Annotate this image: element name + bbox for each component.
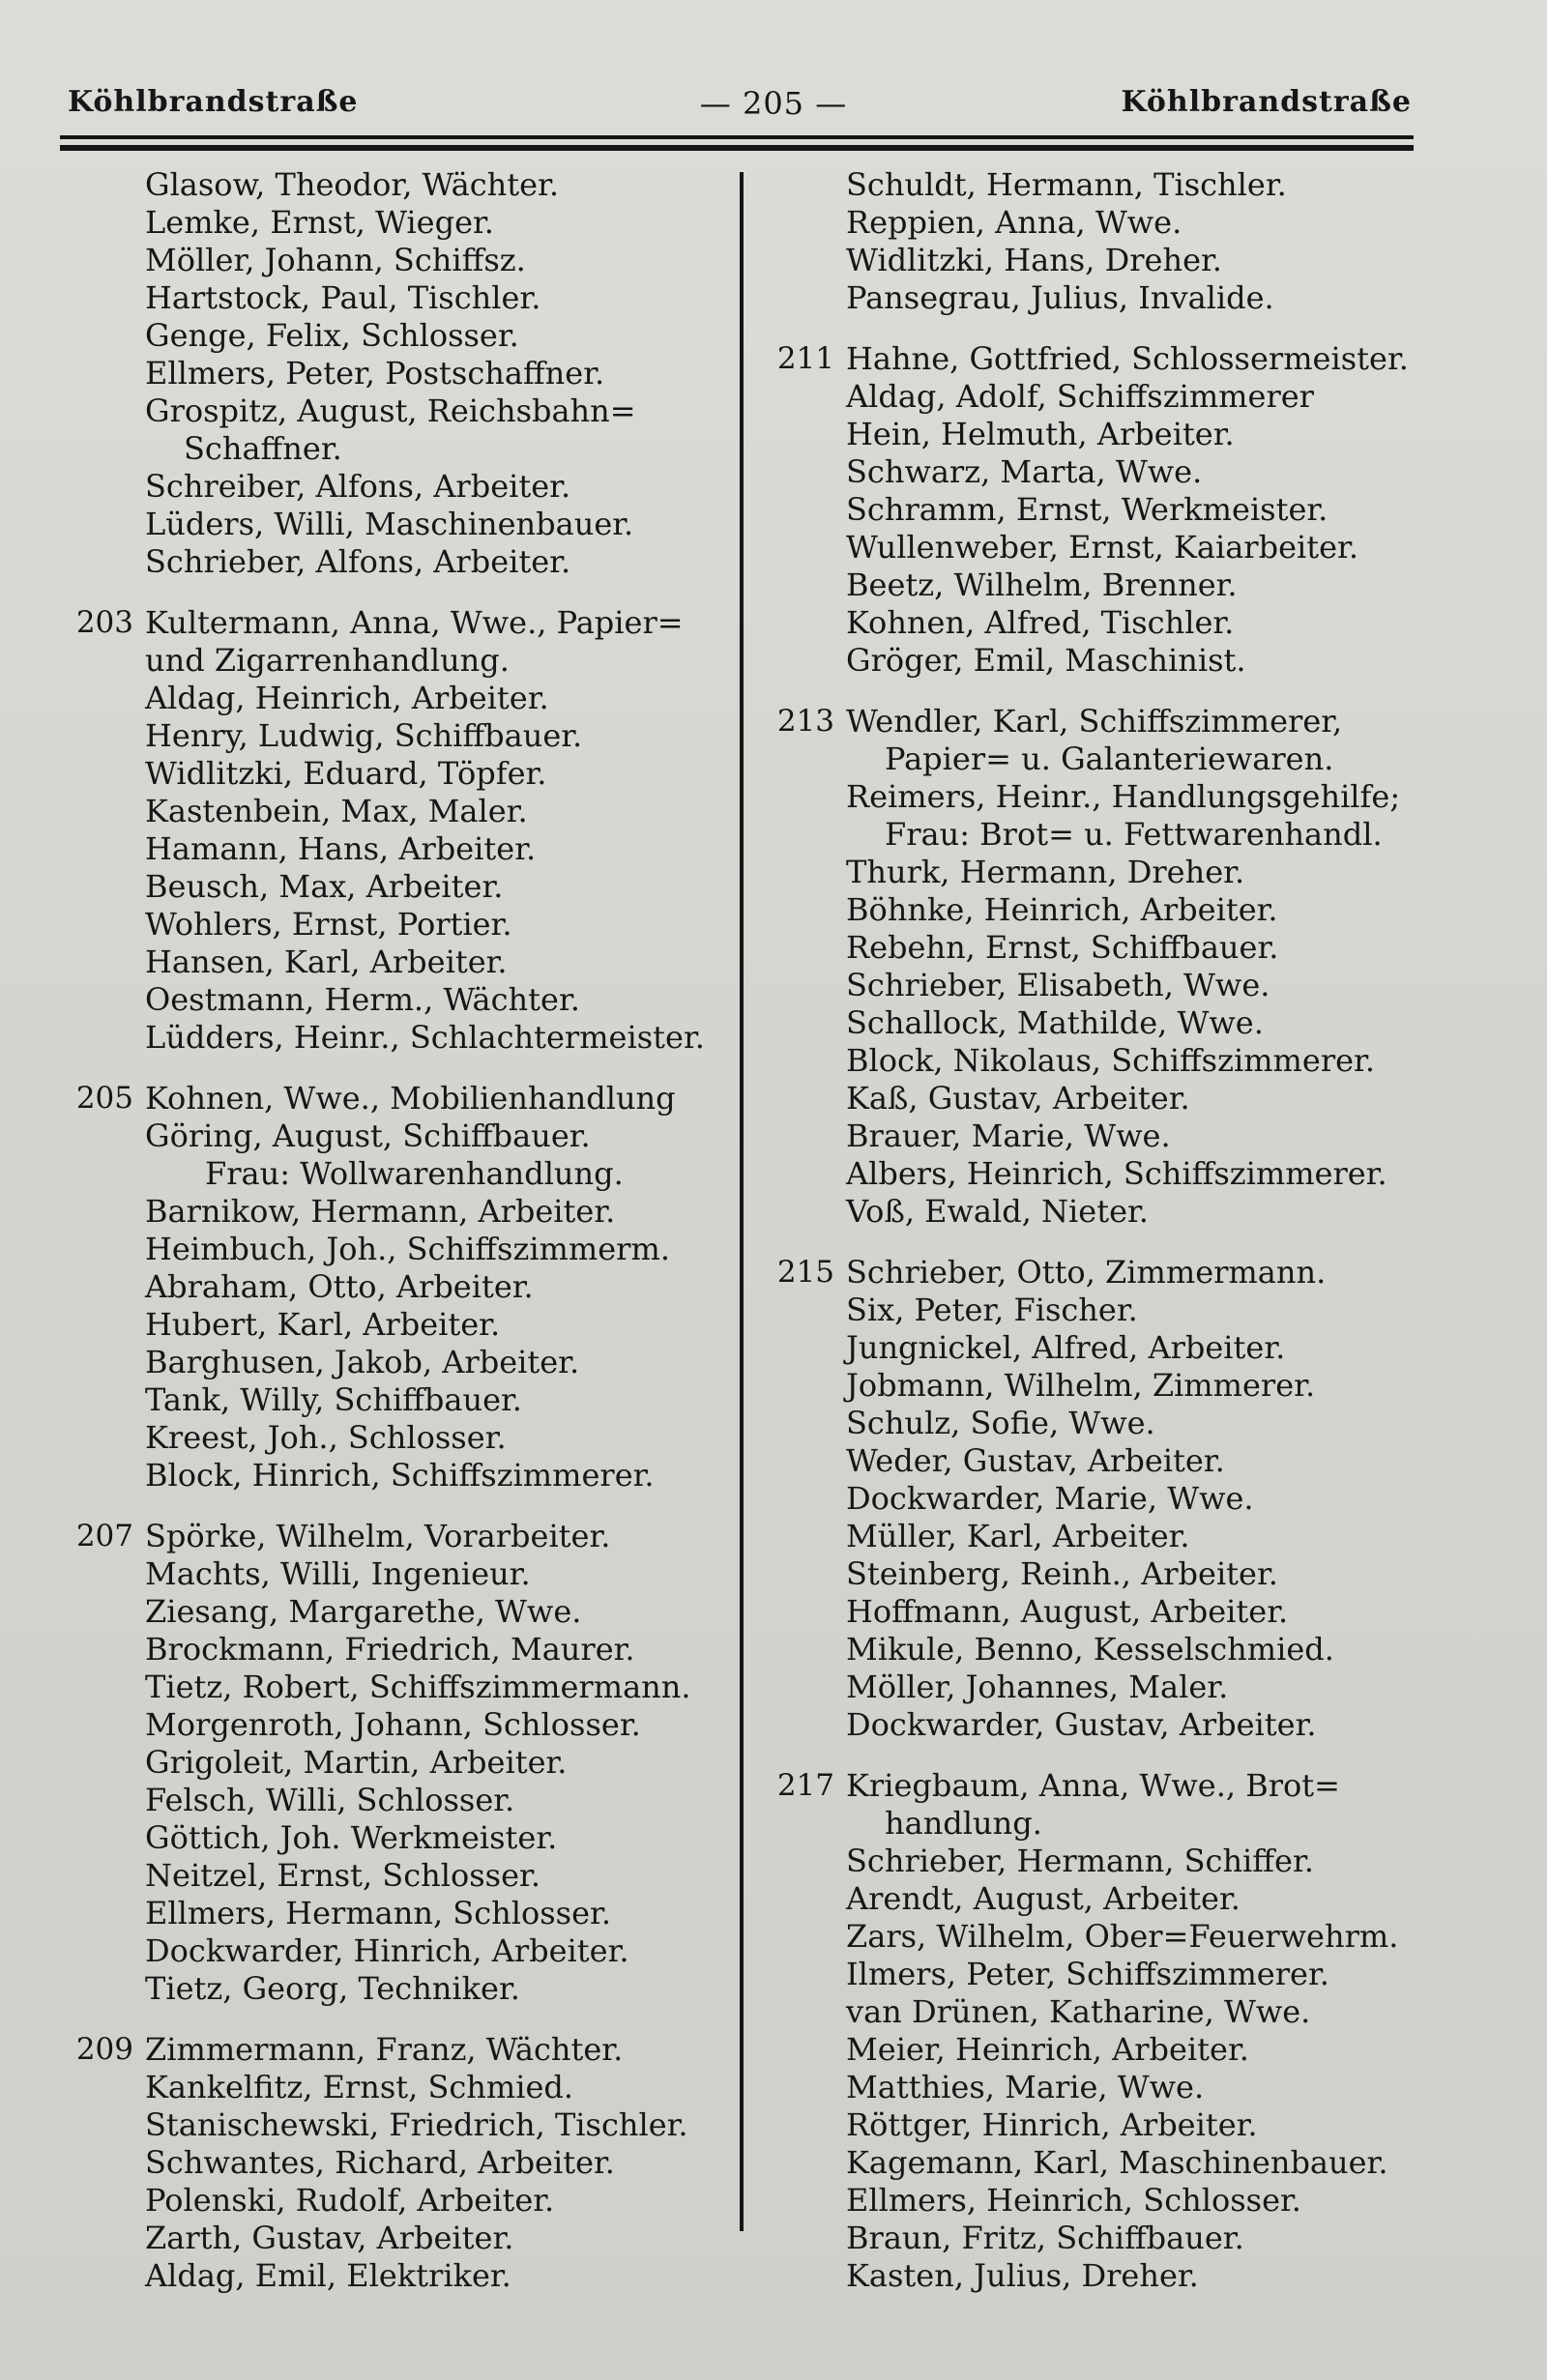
directory-entry (846, 378, 1445, 416)
directory-entry (145, 717, 725, 755)
resident-text: Steinberg, Reinh., Arbeiter. (846, 1555, 1278, 1592)
resident-text: Kreest, Joh., Schlosser. (145, 1419, 507, 1456)
directory-entry (846, 416, 1445, 453)
directory-entry (145, 543, 725, 581)
directory-entry (145, 1593, 725, 1631)
directory-entry (145, 506, 725, 543)
resident-text: Widlitzki, Eduard, Töpfer. (145, 755, 547, 792)
resident-text: handlung. (885, 1805, 1042, 1842)
resident-text: Röttger, Hinrich, Arbeiter. (846, 2106, 1258, 2143)
directory-entry (776, 340, 1445, 378)
directory-entry (145, 1744, 725, 1782)
resident-text: Frau: Brot= u. Fettwarenhandl. (885, 816, 1383, 853)
house-number: 217 (776, 1768, 834, 1803)
directory-entry (75, 1080, 725, 1117)
resident-text: Frau: Wollwarenhandlung. (205, 1155, 624, 1192)
directory-entry (846, 854, 1445, 891)
header-rule-thin (60, 135, 1414, 139)
resident-text: Tietz, Georg, Techniker. (145, 1970, 520, 2007)
resident-text: Schrieber, Otto, Zimmermann. (846, 1254, 1327, 1291)
resident-text: Dockwarder, Hinrich, Arbeiter. (145, 1932, 629, 1969)
directory-entry (846, 604, 1445, 642)
resident-text: Schreiber, Alfons, Arbeiter. (145, 468, 571, 505)
directory-entry (846, 2220, 1445, 2257)
directory-entry (145, 279, 725, 317)
resident-text: Polenski, Rudolf, Arbeiter. (145, 2182, 555, 2219)
directory-entry (846, 1155, 1445, 1193)
resident-text: Schaffner. (184, 430, 342, 467)
resident-text: Weder, Gustav, Arbeiter. (846, 1442, 1225, 1479)
directory-entry (145, 1669, 725, 1706)
resident-text: Möller, Johann, Schiffsz. (145, 242, 526, 278)
resident-text: Göttich, Joh. Werkmeister. (145, 1819, 558, 1856)
section-gap (846, 1231, 1445, 1254)
directory-entry (846, 491, 1445, 529)
directory-entry (145, 2257, 725, 2295)
resident-text: Hein, Helmuth, Arbeiter. (846, 416, 1235, 452)
resident-text: Wendler, Karl, Schiffszimmerer, (846, 703, 1343, 740)
resident-text: Lüders, Willi, Maschinenbauer. (145, 506, 634, 542)
resident-text: Oestmann, Herm., Wächter. (145, 981, 580, 1018)
directory-entry (145, 793, 725, 830)
directory-entry (145, 1381, 725, 1419)
directory-entry (846, 2069, 1445, 2106)
running-header-right: Köhlbrandstraße (1121, 85, 1412, 119)
directory-entry (846, 1555, 1445, 1593)
directory-entry (75, 1518, 725, 1555)
header-rule-thick (60, 145, 1414, 151)
directory-entry (145, 1419, 725, 1457)
directory-entry (846, 279, 1445, 317)
directory-entry (846, 1518, 1445, 1555)
resident-text: Zarth, Gustav, Arbeiter. (145, 2220, 514, 2256)
directory-entry (145, 981, 725, 1019)
directory-entry (846, 1405, 1445, 1442)
directory-entry (846, 967, 1445, 1004)
resident-text: Zimmermann, Franz, Wächter. (145, 2031, 624, 2068)
resident-text: Müller, Karl, Arbeiter. (846, 1518, 1190, 1554)
page-number: — 205 — (699, 85, 848, 122)
directory-entry (776, 703, 1445, 740)
resident-text: Beetz, Wilhelm, Brenner. (846, 566, 1238, 603)
directory-entry (145, 2144, 725, 2182)
resident-text: Kaß, Gustav, Arbeiter. (846, 1080, 1190, 1117)
resident-text: Reimers, Heinr., Handlungsgehilfe; (846, 778, 1401, 815)
directory-entry (145, 1819, 725, 1857)
house-number: 203 (75, 605, 133, 640)
directory-entry (846, 566, 1445, 604)
resident-text: Kankelfitz, Ernst, Schmied. (145, 2069, 574, 2105)
directory-entry (75, 604, 725, 642)
resident-text: Ziesang, Margarethe, Wwe. (145, 1593, 582, 1630)
directory-entry (846, 1480, 1445, 1518)
directory-entry (846, 1706, 1445, 1744)
directory-entry (846, 1004, 1445, 1042)
directory-entry (846, 1367, 1445, 1405)
section-gap (846, 317, 1445, 340)
directory-entry (145, 1268, 725, 1306)
resident-text: Hartstock, Paul, Tischler. (145, 279, 541, 316)
resident-text: Meier, Heinrich, Arbeiter. (846, 2031, 1249, 2068)
resident-text: Hubert, Karl, Arbeiter. (145, 1306, 501, 1343)
directory-entry (145, 1117, 725, 1155)
directory-entry (145, 1932, 725, 1970)
resident-text: Reppien, Anna, Wwe. (846, 204, 1182, 241)
house-number: 211 (776, 341, 834, 376)
directory-entry (145, 1457, 725, 1495)
resident-text: Grospitz, August, Reichsbahn= (145, 392, 636, 429)
directory-entry (145, 2069, 725, 2106)
resident-text: Aldag, Emil, Elektriker. (145, 2257, 511, 2294)
directory-entry (846, 1442, 1445, 1480)
resident-text: Wullenweber, Ernst, Kaiarbeiter. (846, 529, 1358, 566)
resident-text: Lemke, Ernst, Wieger. (145, 204, 494, 241)
resident-text: Schrieber, Alfons, Arbeiter. (145, 543, 571, 580)
directory-entry (145, 2182, 725, 2220)
resident-text: Lüdders, Heinr., Schlachtermeister. (145, 1019, 705, 1056)
directory-entry (846, 529, 1445, 566)
directory-entry (145, 242, 725, 279)
resident-text: Jungnickel, Alfred, Arbeiter. (846, 1329, 1286, 1366)
resident-text: Schrieber, Elisabeth, Wwe. (846, 967, 1270, 1003)
resident-text: Spörke, Wilhelm, Vorarbeiter. (145, 1518, 611, 1554)
directory-entry (145, 468, 725, 506)
resident-text: Morgenroth, Johann, Schlosser. (145, 1706, 641, 1743)
directory-entry (846, 2182, 1445, 2220)
resident-text: Ellmers, Hermann, Schlosser. (145, 1895, 611, 1931)
resident-text: Möller, Johannes, Maler. (846, 1669, 1229, 1705)
directory-entry (145, 2106, 725, 2144)
resident-text: Papier= u. Galanteriewaren. (885, 740, 1334, 777)
resident-text: Schwantes, Richard, Arbeiter. (145, 2144, 615, 2181)
resident-text: Göring, August, Schiffbauer. (145, 1117, 591, 1154)
directory-entry (846, 1880, 1445, 1918)
directory-entry (846, 1805, 1445, 1843)
directory-entry (75, 2031, 725, 2069)
directory-entry (145, 906, 725, 943)
resident-text: Neitzel, Ernst, Schlosser. (145, 1857, 540, 1894)
directory-entry (145, 1857, 725, 1895)
resident-text: Brauer, Marie, Wwe. (846, 1117, 1171, 1154)
directory-entry (846, 778, 1445, 816)
resident-text: Henry, Ludwig, Schiffbauer. (145, 717, 583, 754)
resident-text: Hansen, Karl, Arbeiter. (145, 943, 508, 980)
directory-entry (145, 1970, 725, 2008)
directory-entry (145, 1706, 725, 1744)
directory-entry (846, 1631, 1445, 1669)
resident-text: Glasow, Theodor, Wächter. (145, 166, 559, 203)
directory-entry (776, 1254, 1445, 1292)
resident-text: Schwarz, Marta, Wwe. (846, 453, 1203, 490)
directory-entry (846, 1080, 1445, 1117)
resident-text: van Drünen, Katharine, Wwe. (846, 1993, 1311, 2030)
resident-text: Ilmers, Peter, Schiffszimmerer. (846, 1956, 1329, 1992)
resident-text: und Zigarrenhandlung. (145, 642, 510, 679)
resident-text: Rebehn, Ernst, Schiffbauer. (846, 929, 1279, 966)
directory-entry (145, 430, 725, 468)
directory-entry (145, 204, 725, 242)
resident-text: Widlitzki, Hans, Dreher. (846, 242, 1222, 278)
directory-entry (145, 680, 725, 717)
directory-entry (846, 1042, 1445, 1080)
directory-entry (846, 1292, 1445, 1329)
left-column (75, 166, 725, 2295)
directory-entry (145, 166, 725, 204)
directory-entry (846, 453, 1445, 491)
house-number: 209 (75, 2032, 133, 2067)
resident-text: Arendt, August, Arbeiter. (846, 1880, 1241, 1917)
house-number: 215 (776, 1255, 834, 1290)
resident-text: Hoffmann, August, Arbeiter. (846, 1593, 1289, 1630)
resident-text: Tietz, Robert, Schiffszimmermann. (145, 1669, 691, 1705)
directory-entry (846, 2257, 1445, 2295)
resident-text: Matthies, Marie, Wwe. (846, 2069, 1205, 2105)
directory-entry (145, 355, 725, 392)
directory-entry (145, 1306, 725, 1344)
directory-entry (145, 943, 725, 981)
resident-text: Six, Peter, Fischer. (846, 1292, 1138, 1328)
directory-entry (145, 1231, 725, 1268)
running-header-left: Köhlbrandstraße (68, 85, 359, 119)
directory-entry (846, 929, 1445, 967)
resident-text: Voß, Ewald, Nieter. (846, 1193, 1149, 1230)
directory-entry (846, 740, 1445, 778)
directory-entry (846, 2106, 1445, 2144)
directory-entry (846, 1329, 1445, 1367)
resident-text: Barghusen, Jakob, Arbeiter. (145, 1344, 580, 1380)
directory-entry (776, 1767, 1445, 1805)
directory-entry (145, 868, 725, 906)
directory-entry (846, 1193, 1445, 1231)
section-gap (846, 1744, 1445, 1767)
directory-entry (145, 392, 725, 430)
resident-text: Machts, Willi, Ingenieur. (145, 1555, 531, 1592)
directory-entry (145, 2220, 725, 2257)
resident-text: Schuldt, Hermann, Tischler. (846, 166, 1287, 203)
directory-entry (846, 1117, 1445, 1155)
resident-text: Kastenbein, Max, Maler. (145, 793, 528, 829)
directory-entry (846, 891, 1445, 929)
resident-text: Schallock, Mathilde, Wwe. (846, 1004, 1264, 1041)
directory-entry (145, 1782, 725, 1819)
resident-text: Wohlers, Ernst, Portier. (145, 906, 512, 943)
resident-text: Block, Nikolaus, Schiffszimmerer. (846, 1042, 1375, 1079)
resident-text: Böhnke, Heinrich, Arbeiter. (846, 891, 1278, 928)
resident-text: Albers, Heinrich, Schiffszimmerer. (846, 1155, 1387, 1192)
directory-entry (145, 317, 725, 355)
resident-text: Pansegrau, Julius, Invalide. (846, 279, 1274, 316)
resident-text: Beusch, Max, Arbeiter. (145, 868, 504, 905)
right-column (776, 166, 1445, 2295)
directory-entry (846, 2144, 1445, 2182)
resident-text: Block, Hinrich, Schiffszimmerer. (145, 1457, 655, 1494)
resident-text: Schulz, Sofie, Wwe. (846, 1405, 1155, 1441)
directory-entry (145, 642, 725, 680)
resident-text: Felsch, Willi, Schlosser. (145, 1782, 515, 1818)
resident-text: Mikule, Benno, Kesselschmied. (846, 1631, 1334, 1668)
directory-entry (846, 204, 1445, 242)
resident-text: Abraham, Otto, Arbeiter. (145, 1268, 534, 1305)
resident-text: Zars, Wilhelm, Ober=Feuerwehrm. (846, 1918, 1399, 1955)
resident-text: Barnikow, Hermann, Arbeiter. (145, 1193, 616, 1230)
directory-entry (145, 1344, 725, 1381)
house-number: 213 (776, 704, 834, 739)
resident-text: Kriegbaum, Anna, Wwe., Brot= (846, 1767, 1340, 1804)
section-gap (145, 1495, 725, 1518)
resident-text: Stanischewski, Friedrich, Tischler. (145, 2106, 688, 2143)
directory-entry (145, 830, 725, 868)
resident-text: Tank, Willy, Schiffbauer. (145, 1381, 522, 1418)
directory-entry (145, 1631, 725, 1669)
resident-text: Kagemann, Karl, Maschinenbauer. (846, 2144, 1388, 2181)
resident-text: Hamann, Hans, Arbeiter. (145, 830, 537, 867)
house-number: 207 (75, 1519, 133, 1553)
resident-text: Gröger, Emil, Maschinist. (846, 642, 1246, 679)
resident-text: Jobmann, Wilhelm, Zimmerer. (846, 1367, 1316, 1404)
resident-text: Dockwarder, Gustav, Arbeiter. (846, 1706, 1317, 1743)
resident-text: Schramm, Ernst, Werkmeister. (846, 491, 1328, 528)
resident-text: Genge, Felix, Schlosser. (145, 317, 519, 354)
directory-entry (846, 1843, 1445, 1880)
section-gap (846, 680, 1445, 703)
directory-entry (145, 755, 725, 793)
directory-entry (846, 642, 1445, 680)
directory-entry (145, 1555, 725, 1593)
resident-text: Aldag, Heinrich, Arbeiter. (145, 680, 549, 716)
directory-entry (846, 1956, 1445, 1993)
directory-entry (846, 1993, 1445, 2031)
resident-text: Ellmers, Heinrich, Schlosser. (846, 2182, 1301, 2219)
section-gap (145, 1057, 725, 1080)
resident-text: Kasten, Julius, Dreher. (846, 2257, 1199, 2294)
directory-entry (145, 1193, 725, 1231)
resident-text: Hahne, Gottfried, Schlossermeister. (846, 340, 1409, 377)
resident-text: Brockmann, Friedrich, Maurer. (145, 1631, 635, 1668)
resident-text: Grigoleit, Martin, Arbeiter. (145, 1744, 568, 1781)
resident-text: Schrieber, Hermann, Schiffer. (846, 1843, 1314, 1879)
column-divider (740, 172, 744, 2231)
house-number: 205 (75, 1081, 133, 1116)
section-gap (145, 581, 725, 604)
directory-entry (145, 1155, 725, 1193)
directory-entry (846, 1918, 1445, 1956)
directory-entry (846, 1593, 1445, 1631)
directory-entry (846, 2031, 1445, 2069)
resident-text: Dockwarder, Marie, Wwe. (846, 1480, 1254, 1517)
directory-entry (145, 1019, 725, 1057)
resident-text: Kohnen, Wwe., Mobilienhandlung (145, 1080, 676, 1117)
resident-text: Heimbuch, Joh., Schiffszimmerm. (145, 1231, 670, 1267)
section-gap (145, 2008, 725, 2031)
directory-entry (145, 1895, 725, 1932)
resident-text: Thurk, Hermann, Dreher. (846, 854, 1245, 890)
resident-text: Aldag, Adolf, Schiffszimmerer (846, 378, 1314, 415)
directory-entry (846, 816, 1445, 854)
directory-entry (846, 242, 1445, 279)
resident-text: Kohnen, Alfred, Tischler. (846, 604, 1235, 641)
resident-text: Kultermann, Anna, Wwe., Papier= (145, 604, 684, 641)
resident-text: Ellmers, Peter, Postschaffner. (145, 355, 605, 392)
directory-entry (846, 166, 1445, 204)
resident-text: Braun, Fritz, Schiffbauer. (846, 2220, 1244, 2256)
directory-entry (846, 1669, 1445, 1706)
